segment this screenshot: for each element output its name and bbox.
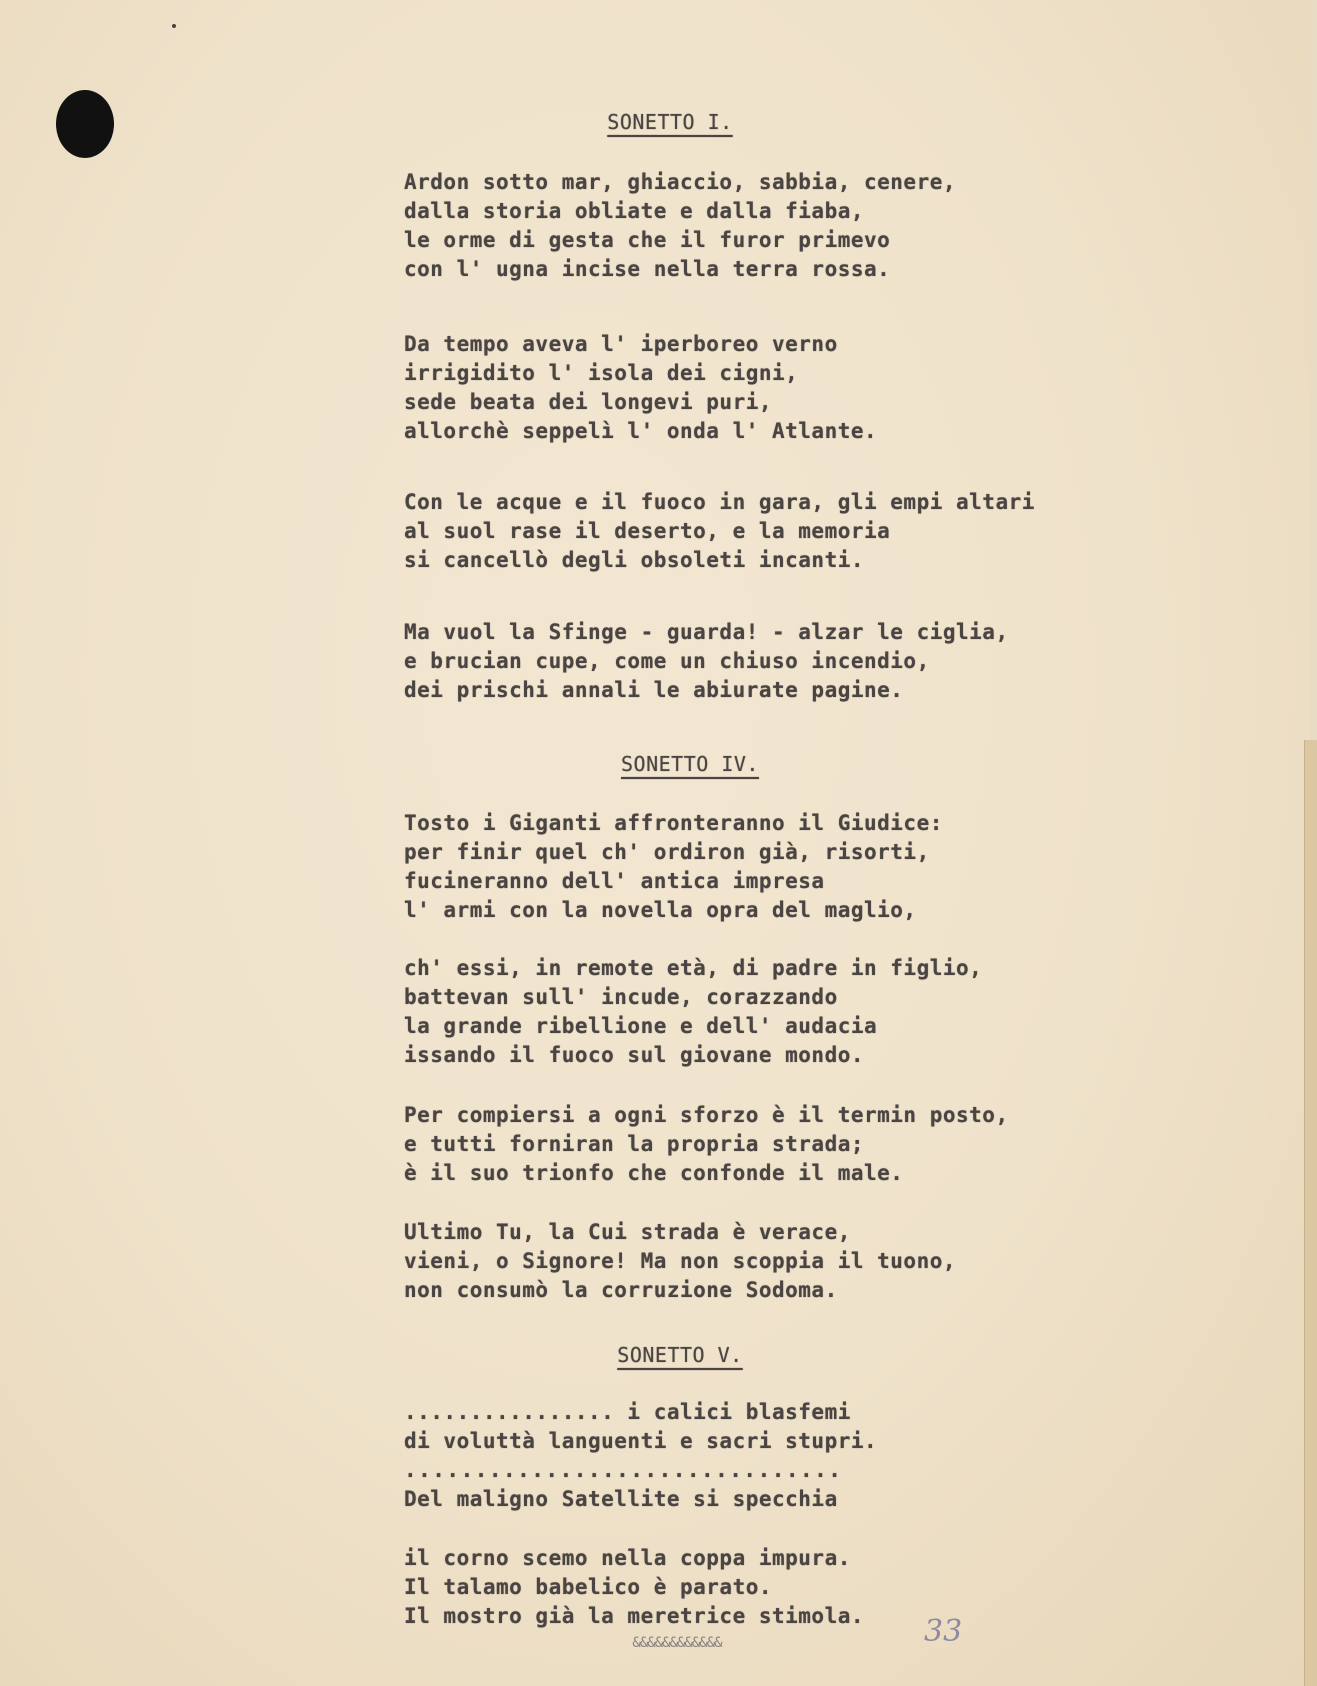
verse-line: le orme di gesta che il furor primevo [404, 228, 891, 252]
verse-line: sede beata dei longevi puri, [404, 390, 773, 414]
verse-line: battevan sull' incude, corazzando [404, 985, 838, 1009]
verse-line: Tosto i Giganti affronteranno il Giudice: [404, 811, 943, 835]
verse-line: fucineranno dell' antica impresa [404, 869, 825, 893]
verse-line: issando il fuoco sul giovane mondo. [404, 1043, 865, 1067]
verse-line: non consumò la corruzione Sodoma. [404, 1278, 838, 1302]
page-number: 33 [924, 1614, 963, 1649]
verse-line: vieni, o Signore! Ma non scoppia il tuono, [404, 1249, 957, 1273]
typed-stamp: &&&&&&&&&&&& [632, 1635, 722, 1651]
verse-line: è il suo trionfo che confonde il male. [404, 1161, 904, 1185]
ink-dot [172, 24, 176, 28]
verse-line: dei prischi annali le abiurate pagine. [404, 678, 904, 702]
verse-line: Il mostro già la meretrice stimola. [404, 1604, 865, 1628]
verse-line: l' armi con la novella opra del maglio, [404, 898, 917, 922]
sonnet-title: SONETTO I. [607, 110, 733, 134]
verse-line: Per compiersi a ogni sforzo è il termin posto, [404, 1103, 1009, 1127]
torn-edge [1304, 740, 1317, 1686]
verse-line: Con le acque e il fuoco in gara, gli empi altari [404, 490, 1035, 514]
verse-line: irrigidito l' isola dei cigni, [404, 361, 799, 385]
verse-line: ch' essi, in remote età, di padre in figlio, [404, 956, 983, 980]
verse-line: Ma vuol la Sfinge - guarda! - alzar le ciglia, [404, 620, 1009, 644]
verse-line: con l' ugna incise nella terra rossa. [404, 257, 891, 281]
sonnet-title: SONETTO V. [617, 1343, 743, 1367]
sonnet-title: SONETTO IV. [621, 752, 759, 776]
verse-line: Da tempo aveva l' iperboreo verno [404, 332, 838, 356]
punch-hole [56, 90, 114, 158]
verse-line: e tutti forniran la propria strada; [404, 1132, 865, 1156]
verse-line: per finir quel ch' ordiron già, risorti, [404, 840, 930, 864]
verse-line: Del maligno Satellite si specchia [404, 1487, 838, 1511]
verse-line: la grande ribellione e dell' audacia [404, 1014, 878, 1038]
verse-line: Il talamo babelico è parato. [404, 1575, 773, 1599]
verse-line: al suol rase il deserto, e la memoria [404, 519, 891, 543]
verse-line: di voluttà languenti e sacri stupri. [404, 1429, 878, 1453]
verse-line: ................ i calici blasfemi [404, 1400, 851, 1424]
verse-line: dalla storia obliate e dalla fiaba, [404, 199, 865, 223]
verse-line: Ardon sotto mar, ghiaccio, sabbia, cenere, [404, 170, 957, 194]
ellipsis-line: ............................... [404, 1458, 843, 1482]
verse-line: allorchè seppelì l' onda l' Atlante. [404, 419, 878, 443]
verse-line: Ultimo Tu, la Cui strada è verace, [404, 1220, 851, 1244]
verse-line: e brucian cupe, come un chiuso incendio, [404, 649, 930, 673]
verse-line: il corno scemo nella coppa impura. [404, 1546, 851, 1570]
verse-line: si cancellò degli obsoleti incanti. [404, 548, 865, 572]
